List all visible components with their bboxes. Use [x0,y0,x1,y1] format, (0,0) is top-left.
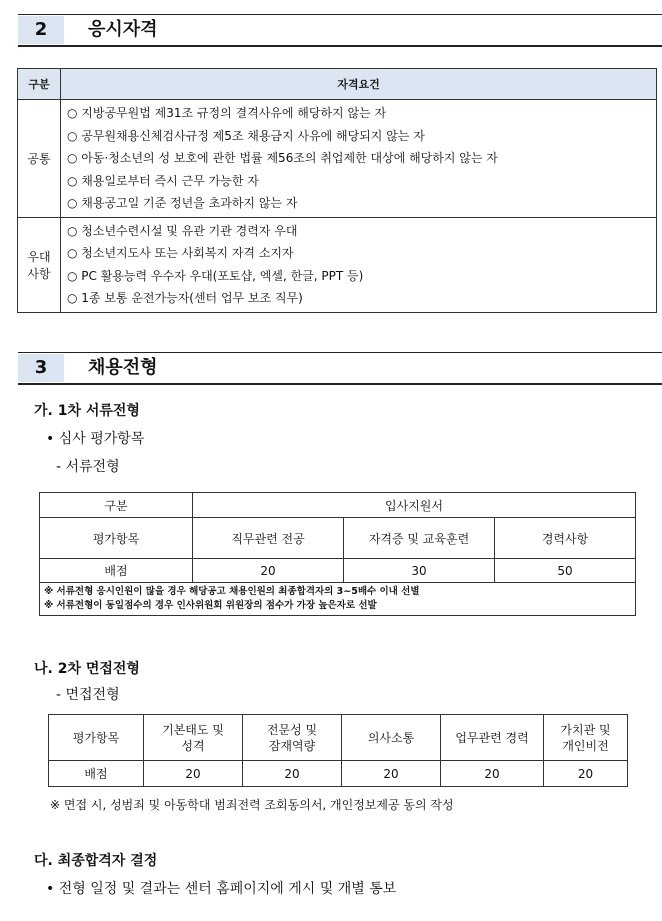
column-header: 자격요건 [61,69,657,100]
item-line: 잠재역량 [268,738,316,753]
interview-table [48,714,628,787]
item-cell: 직무관련 전공 [193,518,344,559]
item-cell: 자격증 및 교육훈련 [344,518,495,559]
score-cell: 20 [342,761,441,787]
item-cell: 경력사항 [495,518,636,559]
divider [18,45,662,47]
table-row [40,518,636,559]
row-label: 평가항목 [49,715,144,761]
table-row [40,583,636,616]
note: ※ 서류전형 응시인원이 많을 경우 해당공고 채용인원의 최종합격자의 3~5배수 이내 선별 [44,586,420,597]
item-line: 의사소통 [367,730,415,745]
item-line: 가치관 및 [560,722,611,737]
table-row [18,217,657,312]
score-cell: 20 [193,559,344,583]
section-title: 채용전형 [88,357,158,378]
list-item: ○ 1종 보통 운전가능자(센터 업무 보조 직무) [67,291,303,305]
section-number: 3 [18,354,64,382]
section-title: 응시자격 [88,19,158,40]
item-cell [243,715,342,761]
score-cell: 20 [544,761,628,787]
row-label: 배점 [40,559,193,583]
category-cell [18,217,61,312]
list-item: ○ 채용공고일 기준 정년을 초과하지 않는 자 [67,196,298,210]
item-line: 전문성 및 [266,722,318,737]
step2-note: ※ 면접 시, 성범죄 및 아동학대 범죄전력 조회동의서, 개인정보제공 동의 작성 [50,798,454,812]
step3-title: 다. 최종합격자 결정 [34,853,158,869]
note: ※ 서류전형이 동일점수의 경우 인사위원회 위원장의 점수가 가장 높은자로 선발 [44,600,377,611]
item-line: 업무관련 경력 [455,730,529,745]
score-cell: 30 [344,559,495,583]
item-cell [544,715,628,761]
qualification-table [17,68,657,313]
item-cell [144,715,243,761]
score-cell: 20 [441,761,544,787]
list-item: ○ PC 활용능력 우수자 우대(포토샵, 엑셀, 한글, PPT 등) [67,268,364,283]
table-row [49,715,628,761]
list-item: ○ 청소년지도사 또는 사회복지 자격 소지자 [67,246,294,260]
list-item: ○ 채용일로부터 즉시 근무 가능한 자 [67,173,259,188]
step2-title: 나. 2차 면접전형 [34,661,140,677]
table-row [40,559,636,583]
requirements-cell [61,100,657,218]
section-3-header [18,352,662,385]
column-header: 구분 [40,493,193,518]
table-header-row [18,69,657,100]
table-row [49,761,628,787]
category-line: 우대 [27,249,51,264]
step2-sub: - 면접전형 [56,687,120,703]
group-header: 입사지원서 [193,493,636,518]
step1-sub: - 서류전형 [56,459,120,475]
step1-bullet: • 심사 평가항목 [46,431,145,447]
divider [18,383,662,385]
table-row [18,100,657,218]
section-2-header [18,14,662,47]
category-cell: 공통 [18,100,61,218]
list-item: ○ 지방공무원법 제31조 규정의 결격사유에 해당하지 않는 자 [67,106,387,120]
section-number: 2 [18,16,64,44]
row-label: 평가항목 [40,518,193,559]
score-cell: 50 [495,559,636,583]
list-item: ○ 청소년수련시설 및 유관 기관 경력자 우대 [67,223,298,238]
list-item: ○ 아동·청소년의 성 보호에 관한 법률 제56조의 취업제한 대상에 해당하지 않는 자 [67,151,498,165]
item-line: 개인비전 [562,738,609,753]
item-cell [342,715,441,761]
category-line: 사항 [27,266,51,281]
item-line: 성격 [181,738,205,753]
column-header: 구분 [18,69,61,100]
item-cell [441,715,544,761]
row-label: 배점 [49,761,144,787]
table-row [40,493,636,518]
notes-cell [40,583,636,616]
document-screening-table [39,492,636,616]
requirements-cell [61,217,657,312]
step3-bullet: • 전형 일정 및 결과는 센터 홈페이지에 게시 및 개별 통보 [46,881,397,897]
list-item: ○ 공무원채용신체검사규정 제5조 채용금지 사유에 해당되지 않는 자 [67,128,425,143]
score-cell: 20 [144,761,243,787]
step1-title: 가. 1차 서류전형 [34,403,140,419]
item-line: 기본태도 및 [162,722,224,737]
score-cell: 20 [243,761,342,787]
